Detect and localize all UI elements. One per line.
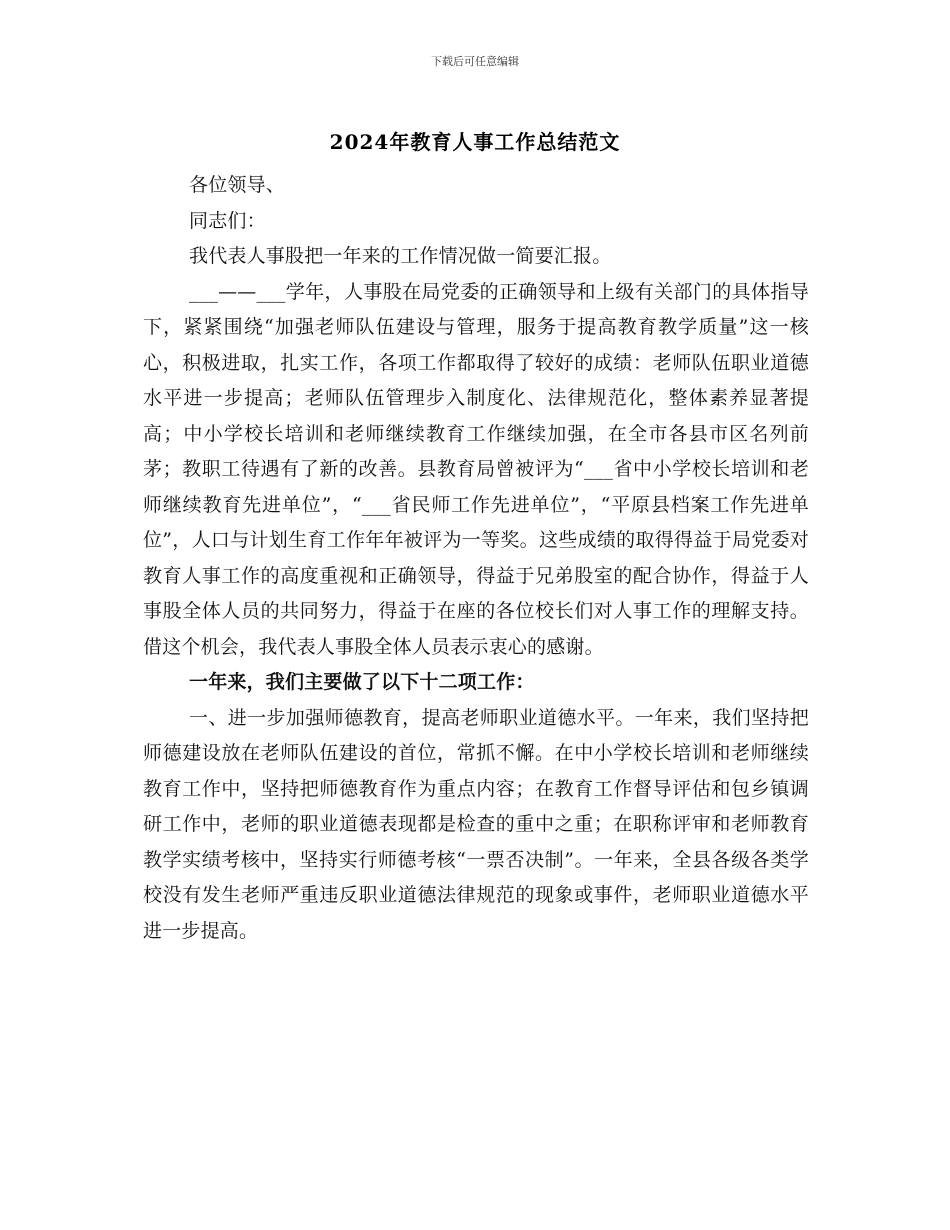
paragraph-achievements: ___——___学年，人事股在局党委的正确领导和上级有关部门的具体指导下，紧紧围绕“加强老师队伍建设与管理，服务于提高教育教学质量”这一核心，积极进取，扎实工作，各项工作都取得了较好的成绩：老师队伍职业道德水平进一步提高；老师队伍管理步入制度化、法律规范化，整体素养显著提高；中小学校长培训和老师继续教育工作继续加强，在全市各县市区名列前茅；教职工待遇有了新的改善。县教育局曾被评为“___省中小学校长培训和老师继续教育先进单位”，“___省民师工作先进单位”，“平原县档案工作先进单位”，人口与计划生育工作年年被评为一等奖。这些成绩的取得得益于局党委对教育人事工作的高度重视和正确领导，得益于兄弟股室的配合协作，得益于人事股全体人员的共同努力，得益于在座的各位校长们对人事工作的理解支持。借这个机会，我代表人事股全体人员表示衷心的感谢。 [143,280,809,658]
document-title: 2024年教育人事工作总结范文 [329,130,621,154]
intro-paragraph: 我代表人事股把一年来的工作情况做一简要汇报。 [189,245,612,267]
document-body [143,168,809,949]
paragraph-teacher-ethics: 一、进一步加强师德教育，提高老师职业道德水平。一年来，我们坚持把师德建设放在老师队伍建设的首位，常抓不懈。在中小学校长培训和老师继续教育工作中，坚持把师德教育作为重点内容；在教育工作督导评估和包乡镇调研工作中，老师的职业道德表现都是检查的重中之重；在职称评审和老师教育教学实绩考核中，坚持实行师德考核“一票否决制”。一年来，全县各级各类学校没有发生老师严重违反职业道德法律规范的现象或事件，老师职业道德水平进一步提高。 [143,706,809,942]
header-note: 下载后可任意编辑 [431,55,519,68]
greeting-line-1: 各位领导、 [189,174,286,196]
greeting-line-2: 同志们： [189,209,266,232]
section-heading: 一年来，我们主要做了以下十二项工作： [189,671,535,693]
